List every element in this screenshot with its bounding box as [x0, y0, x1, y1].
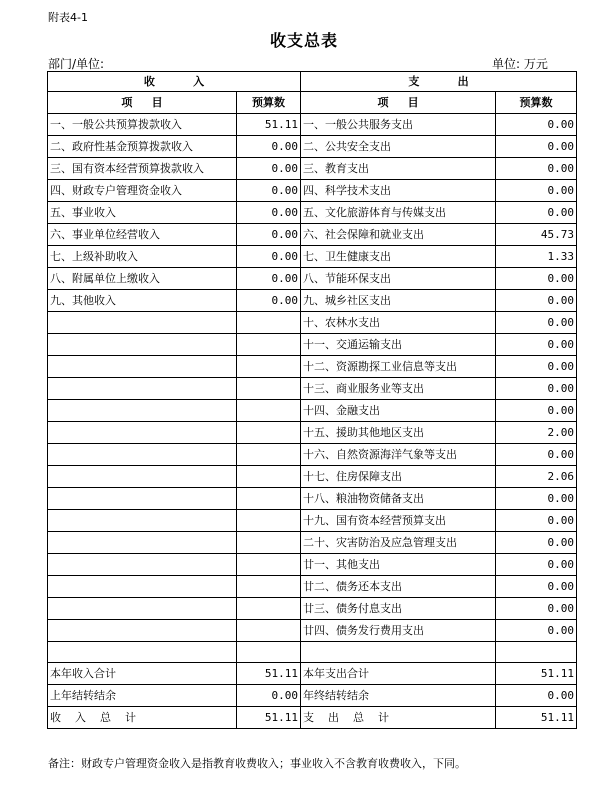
income-item-cell: 一、一般公共预算拨款收入	[48, 114, 237, 136]
income-item-cell	[48, 532, 237, 554]
table-row	[48, 246, 577, 268]
income-amount-cell: 0.00	[237, 246, 301, 268]
income-item-cell	[48, 378, 237, 400]
expense-item-cell: 六、社会保障和就业支出	[301, 224, 496, 246]
total-row	[48, 707, 577, 729]
expense-amount-cell: 2.00	[496, 422, 577, 444]
expense-item-cell: 二十、灾害防治及应急管理支出	[301, 532, 496, 554]
income-item-cell: 收 入 总 计	[48, 707, 237, 729]
table-row	[48, 378, 577, 400]
income-item-cell: 四、财政专户管理资金收入	[48, 180, 237, 202]
page-title: 收支总表	[269, 31, 338, 50]
income-item-cell: 二、政府性基金预算拨款收入	[48, 136, 237, 158]
income-amount-cell	[237, 356, 301, 378]
income-amount-cell	[237, 576, 301, 598]
income-amount-cell	[237, 488, 301, 510]
income-amount-cell	[237, 378, 301, 400]
expense-item-cell: 廿三、债务付息支出	[301, 598, 496, 620]
expense-item-cell: 本年支出合计	[301, 663, 496, 685]
footnote: 备注：财政专户管理资金收入是指教育收费收入；事业收入不含教育收费收入，下同。	[48, 757, 466, 770]
expense-amount-cell: 1.33	[496, 246, 577, 268]
income-item-cell: 八、附属单位上缴收入	[48, 268, 237, 290]
expense-amount-cell: 0.00	[496, 290, 577, 312]
expense-amount-cell: 0.00	[496, 620, 577, 642]
expense-item-cell: 廿二、债务还本支出	[301, 576, 496, 598]
income-amount-cell	[237, 554, 301, 576]
expense-item-cell: 七、卫生健康支出	[301, 246, 496, 268]
expense-item-cell: 二、公共安全支出	[301, 136, 496, 158]
expense-amount-cell: 51.11	[496, 663, 577, 685]
income-item-cell	[48, 400, 237, 422]
spacer-row	[48, 642, 577, 663]
income-amount-cell	[237, 532, 301, 554]
income-item-cell	[48, 312, 237, 334]
income-item-cell	[48, 466, 237, 488]
income-amount-cell	[237, 334, 301, 356]
income-item-cell	[48, 334, 237, 356]
expense-amount-cell: 0.00	[496, 202, 577, 224]
income-item-cell: 五、事业收入	[48, 202, 237, 224]
expense-amount-cell: 0.00	[496, 334, 577, 356]
income-item-cell: 七、上级补助收入	[48, 246, 237, 268]
expense-amount-cell: 0.00	[496, 598, 577, 620]
empty-cell	[48, 642, 237, 663]
table-row	[48, 554, 577, 576]
column-header-row	[48, 92, 577, 114]
income-amount-cell: 0.00	[237, 202, 301, 224]
income-item-cell	[48, 576, 237, 598]
table-row	[48, 136, 577, 158]
income-item-cell: 六、事业单位经营收入	[48, 224, 237, 246]
table-row	[48, 268, 577, 290]
income-amount-cell: 0.00	[237, 685, 301, 707]
revenue-expenditure-table	[47, 71, 577, 729]
income-item-cell	[48, 356, 237, 378]
attachment-label: 附表4-1	[48, 11, 88, 24]
expense-item-cell: 十三、商业服务业等支出	[301, 378, 496, 400]
total-row	[48, 685, 577, 707]
expense-item-cell: 五、文化旅游体育与传媒支出	[301, 202, 496, 224]
expense-item-cell: 十、农林水支出	[301, 312, 496, 334]
table-row	[48, 400, 577, 422]
expense-amount-cell: 0.00	[496, 356, 577, 378]
income-amount-cell: 51.11	[237, 663, 301, 685]
expense-item-cell: 八、节能环保支出	[301, 268, 496, 290]
income-amount-cell: 0.00	[237, 136, 301, 158]
expense-amount-cell: 0.00	[496, 510, 577, 532]
income-item-cell	[48, 422, 237, 444]
group-header-row	[48, 72, 577, 92]
expense-amount-cell: 0.00	[496, 532, 577, 554]
income-amount-cell: 0.00	[237, 224, 301, 246]
income-item-cell	[48, 598, 237, 620]
income-item-cell	[48, 620, 237, 642]
expense-item-cell: 支 出 总 计	[301, 707, 496, 729]
table-row	[48, 158, 577, 180]
expense-item-cell: 十九、国有资本经营预算支出	[301, 510, 496, 532]
expense-item-cell: 廿一、其他支出	[301, 554, 496, 576]
expense-item-header: 项 目	[301, 92, 496, 114]
expense-item-cell: 十二、资源勘探工业信息等支出	[301, 356, 496, 378]
empty-cell	[237, 642, 301, 663]
table-row	[48, 598, 577, 620]
table-row	[48, 576, 577, 598]
total-row	[48, 663, 577, 685]
income-amount-cell	[237, 400, 301, 422]
expense-item-cell: 十五、援助其他地区支出	[301, 422, 496, 444]
expense-item-cell: 年终结转结余	[301, 685, 496, 707]
income-item-cell	[48, 444, 237, 466]
income-item-cell: 本年收入合计	[48, 663, 237, 685]
table-row	[48, 114, 577, 136]
table-row	[48, 180, 577, 202]
expense-group-header: 支 出	[301, 72, 577, 92]
expense-item-cell: 十八、粮油物资储备支出	[301, 488, 496, 510]
expense-item-cell: 十七、住房保障支出	[301, 466, 496, 488]
expense-amount-cell: 0.00	[496, 378, 577, 400]
expense-amount-cell: 0.00	[496, 488, 577, 510]
income-budget-header: 预算数	[237, 92, 301, 114]
income-amount-cell	[237, 466, 301, 488]
table-row	[48, 290, 577, 312]
income-item-cell: 上年结转结余	[48, 685, 237, 707]
expense-amount-cell: 0.00	[496, 136, 577, 158]
expense-item-cell: 九、城乡社区支出	[301, 290, 496, 312]
table-row	[48, 620, 577, 642]
expense-amount-cell: 2.06	[496, 466, 577, 488]
expense-amount-cell: 0.00	[496, 576, 577, 598]
expense-item-cell: 四、科学技术支出	[301, 180, 496, 202]
income-item-cell	[48, 510, 237, 532]
income-item-cell: 三、国有资本经营预算拨款收入	[48, 158, 237, 180]
expense-item-cell: 十一、交通运输支出	[301, 334, 496, 356]
income-amount-cell	[237, 598, 301, 620]
table-row	[48, 356, 577, 378]
expense-amount-cell: 0.00	[496, 158, 577, 180]
income-amount-cell	[237, 620, 301, 642]
income-amount-cell	[237, 312, 301, 334]
income-amount-cell: 0.00	[237, 290, 301, 312]
expense-amount-cell: 0.00	[496, 554, 577, 576]
expense-amount-cell: 0.00	[496, 685, 577, 707]
table-row	[48, 488, 577, 510]
income-amount-cell	[237, 444, 301, 466]
income-amount-cell	[237, 422, 301, 444]
expense-amount-cell: 0.00	[496, 400, 577, 422]
table-row	[48, 224, 577, 246]
expense-amount-cell: 0.00	[496, 114, 577, 136]
income-amount-cell: 51.11	[237, 114, 301, 136]
income-amount-cell	[237, 510, 301, 532]
expense-item-cell: 十六、自然资源海洋气象等支出	[301, 444, 496, 466]
table-row	[48, 510, 577, 532]
expense-item-cell: 一、一般公共服务支出	[301, 114, 496, 136]
income-item-cell	[48, 488, 237, 510]
income-item-cell	[48, 554, 237, 576]
income-amount-cell: 0.00	[237, 158, 301, 180]
department-label: 部门/单位:	[48, 57, 105, 71]
expense-amount-cell: 0.00	[496, 268, 577, 290]
income-amount-cell: 51.11	[237, 707, 301, 729]
expense-amount-cell: 45.73	[496, 224, 577, 246]
table-row	[48, 312, 577, 334]
table-row	[48, 422, 577, 444]
expense-amount-cell: 0.00	[496, 180, 577, 202]
table-row	[48, 202, 577, 224]
table-row	[48, 334, 577, 356]
table-row	[48, 444, 577, 466]
empty-cell	[301, 642, 496, 663]
expense-item-cell: 十四、金融支出	[301, 400, 496, 422]
income-amount-cell: 0.00	[237, 268, 301, 290]
income-amount-cell: 0.00	[237, 180, 301, 202]
income-item-header: 项 目	[48, 92, 237, 114]
unit-label: 单位: 万元	[492, 57, 548, 71]
empty-cell	[496, 642, 577, 663]
income-item-cell: 九、其他收入	[48, 290, 237, 312]
expense-item-cell: 廿四、债务发行费用支出	[301, 620, 496, 642]
expense-item-cell: 三、教育支出	[301, 158, 496, 180]
expense-amount-cell: 51.11	[496, 707, 577, 729]
expense-amount-cell: 0.00	[496, 312, 577, 334]
expense-budget-header: 预算数	[496, 92, 577, 114]
income-group-header: 收 入	[48, 72, 301, 92]
table-row	[48, 466, 577, 488]
table-row	[48, 532, 577, 554]
expense-amount-cell: 0.00	[496, 444, 577, 466]
